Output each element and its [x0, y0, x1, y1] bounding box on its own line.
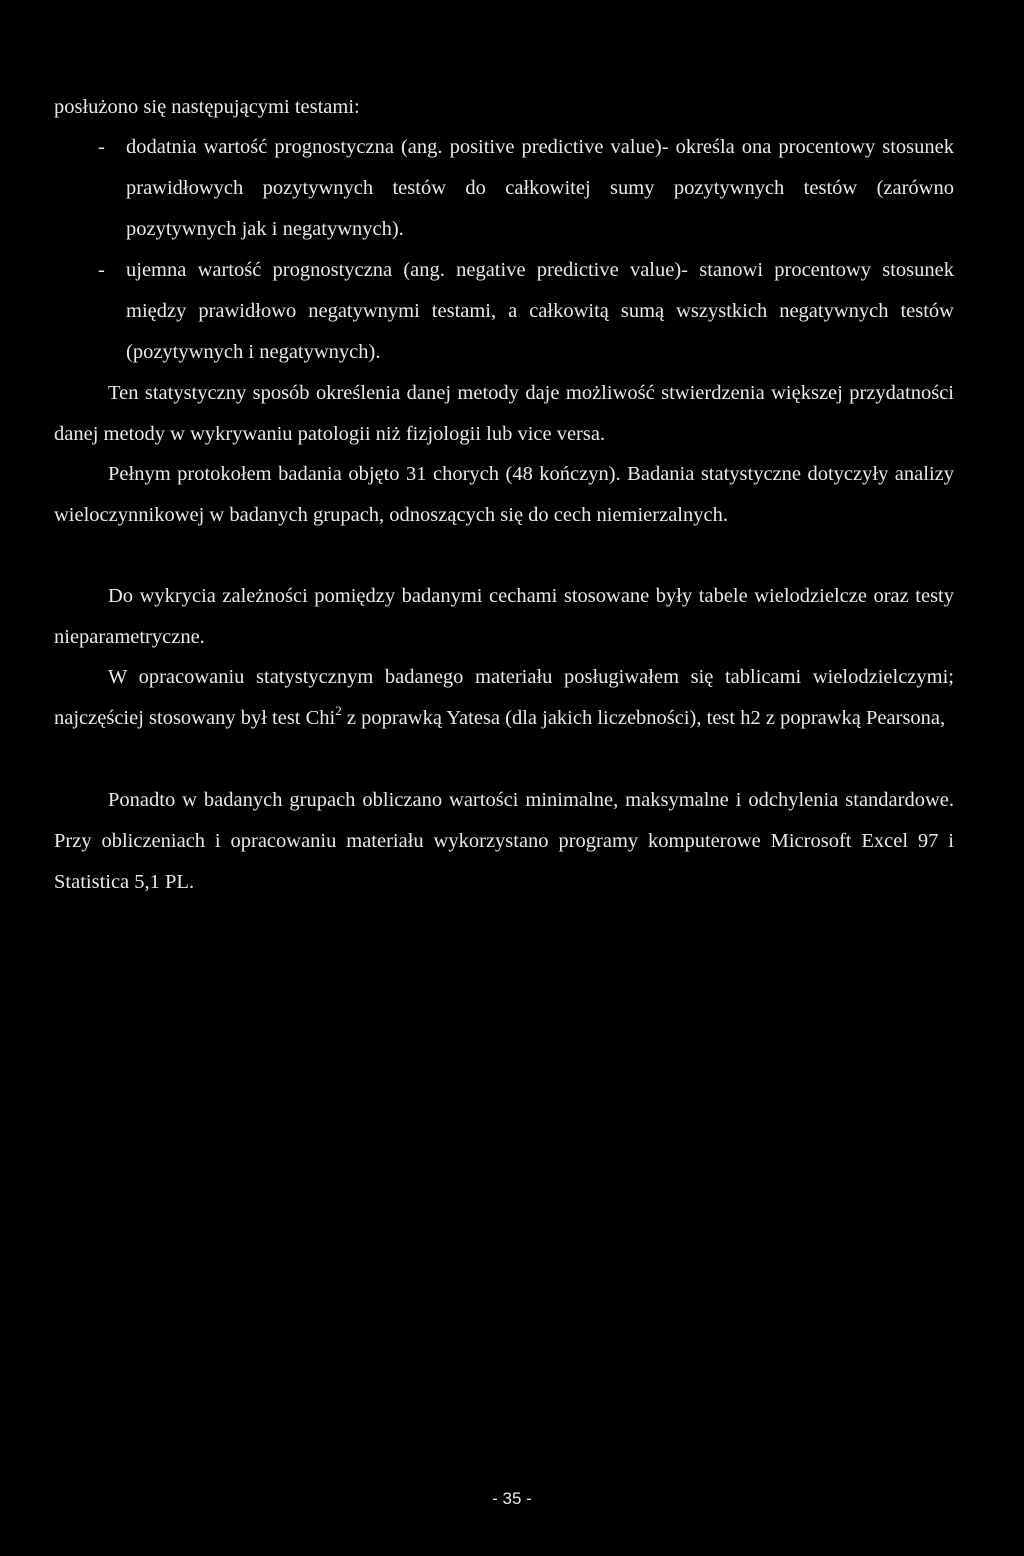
bullet-dash: -: [98, 259, 105, 281]
bullet-item-negative-predictive-value: [98, 250, 954, 373]
bullet-item-positive-predictive-value: [98, 127, 954, 250]
paragraph-study-protocol: Pełnym protokołem badania objęto 31 chorych (48 kończyn). Badania statystyczne dotyczyły analizy wieloczynnikowej w badanych grupach, odnoszących się do cech niemierzalnych.: [54, 463, 954, 526]
page-number: - 35 -: [492, 1489, 532, 1508]
bullet-text: ujemna wartość prognostyczna (ang. negative predictive value)- stanowi procentowy stosunek między prawidłowo negatywnymi testami, a całkowitą sumą wszystkich negatywnych testów (pozytywnych i negatywnych).: [126, 259, 954, 363]
chi-superscript: 2: [335, 703, 342, 718]
paragraph-chi-square: [54, 657, 954, 739]
bullet-text: dodatnia wartość prognostyczna (ang. positive predictive value)- określa ona procentowy stosunek prawidłowych pozytywnych testów do całkowitej sumy pozytywnych testów (zarówno pozytywnych jak i negatywnych).: [126, 136, 954, 240]
paragraph-software: Ponadto w badanych grupach obliczano wartości minimalne, maksymalne i odchylenia standardowe. Przy obliczeniach i opracowaniu materiału wykorzystano programy komputerowe Microsoft Excel 97 i Statistica 5,1 PL.: [54, 789, 954, 893]
bullet-dash: -: [98, 136, 105, 158]
intro-line: posłużono się następującymi testami:: [54, 96, 360, 118]
chi-text-after: z poprawką Yatesa (dla jakich liczebności), test h2 z poprawką Pearsona,: [341, 707, 946, 729]
paragraph-dependency-tests: Do wykrycia zależności pomiędzy badanymi cechami stosowane były tabele wielodzielcze oraz testy nieparametryczne.: [54, 585, 954, 648]
chi-text-before: W opracowaniu statystycznym badanego materiału posługiwałem się tablicami wielodzielczymi; najczęściej stosowany był test Chi: [54, 666, 954, 729]
paragraph-method-usefulness: Ten statystyczny sposób określenia danej metody daje możliwość stwierdzenia większej przydatności danej metody w wykrywaniu patologii niż fizjologii lub vice versa.: [54, 382, 954, 445]
